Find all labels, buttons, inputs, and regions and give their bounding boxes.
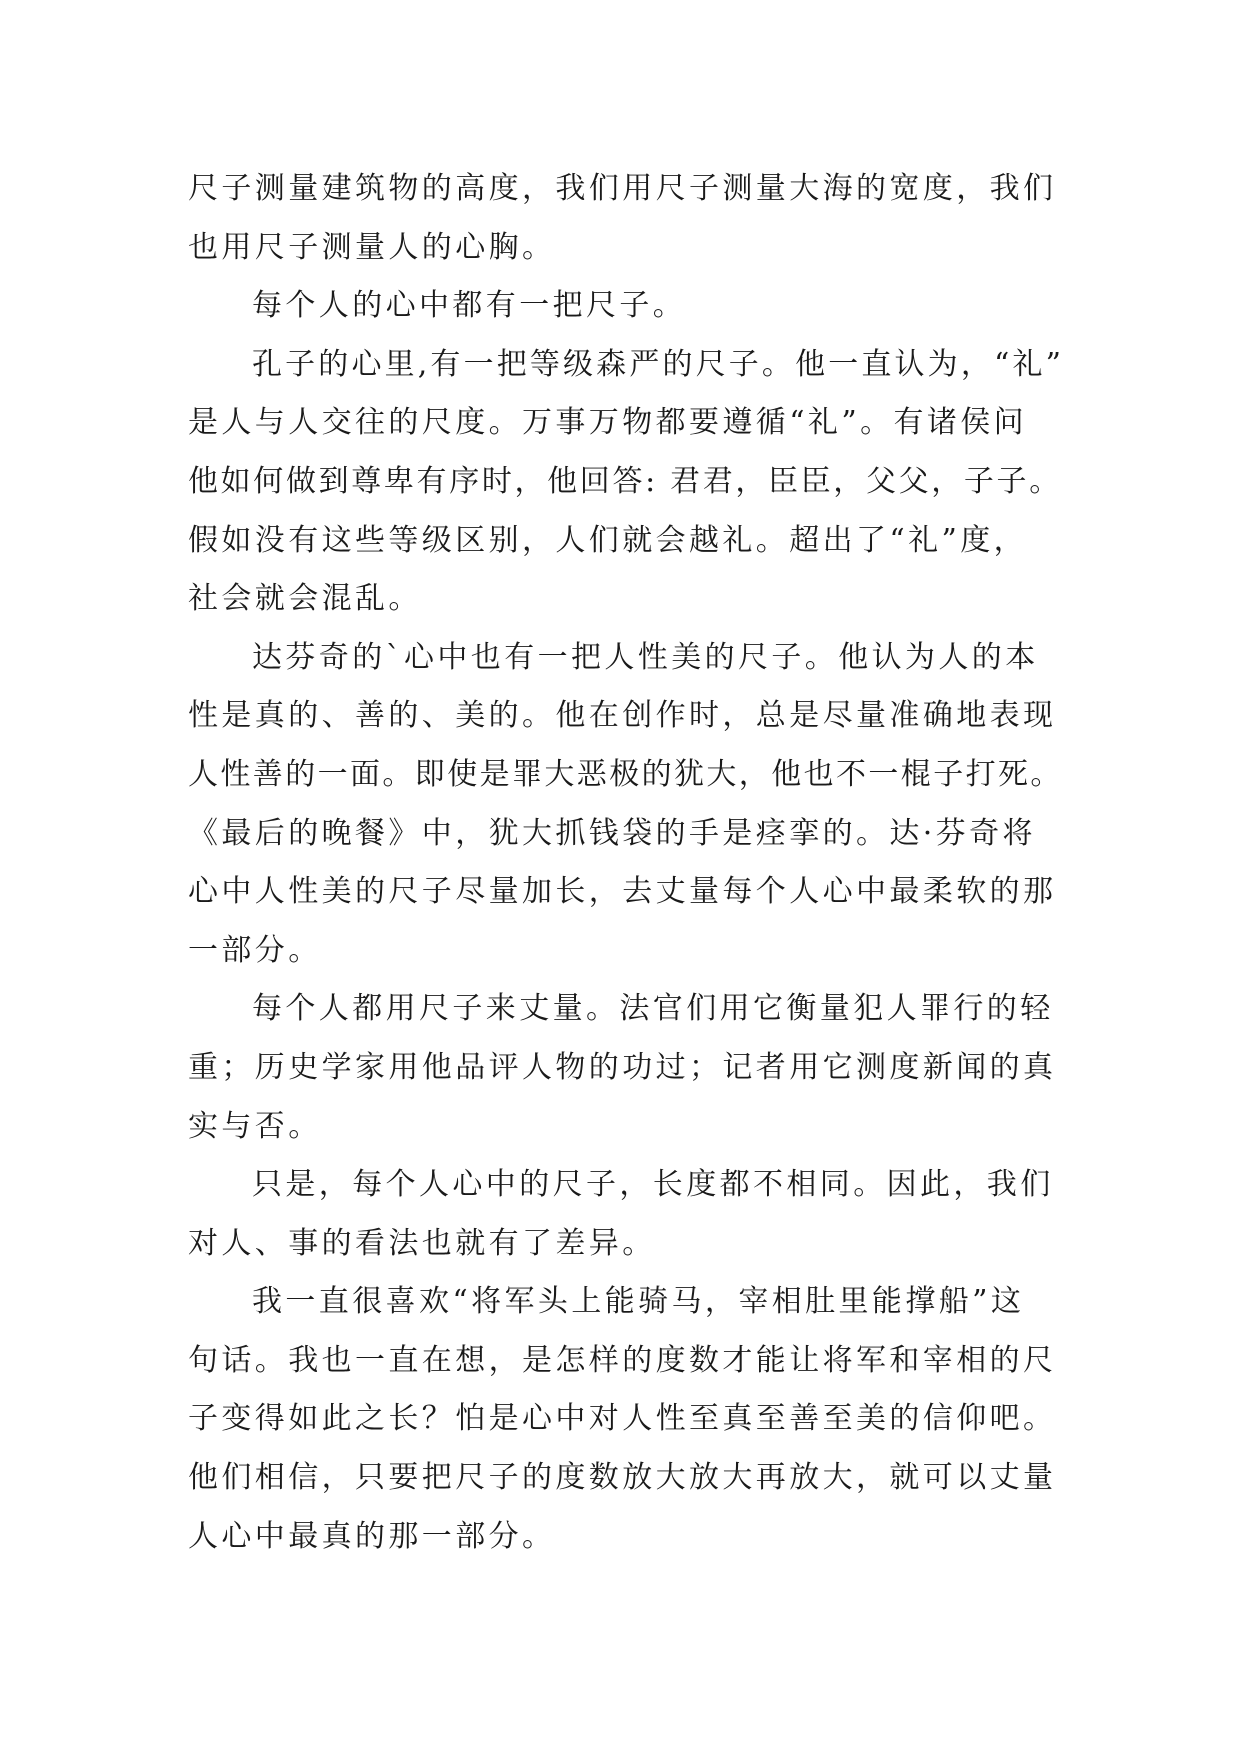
text-line: 《最后的晚餐》中，犹大抓钱袋的手是痉挛的。达·芬奇将 xyxy=(188,815,1036,851)
text-line: 对人、事的看法也就有了差异。 xyxy=(188,1225,656,1261)
text-line: 假如没有这些等级区别，人们就会越礼。超出了“礼”度， xyxy=(188,522,1028,558)
text-line: 人心中最真的那一部分。 xyxy=(188,1518,556,1554)
text-line: 只是，每个人心中的尺子，长度都不相同。因此，我们 xyxy=(252,1167,1054,1203)
text-line: 句话。我也一直在想，是怎样的度数才能让将军和宰相的尺 xyxy=(188,1342,1057,1378)
text-line: 尺子测量建筑物的高度，我们用尺子测量大海的宽度，我们 xyxy=(188,171,1057,206)
text-line: 社会就会混乱。 xyxy=(188,581,422,617)
text-line: 他们相信，只要把尺子的度数放大放大再放大，就可以丈量 xyxy=(188,1460,1057,1496)
text-line: 子变得如此之长？怕是心中对人性至真至善至美的信仰吧。 xyxy=(188,1401,1057,1437)
text-line: 是人与人交往的尺度。万事万物都要遵循“礼”。有诸侯问 xyxy=(188,405,1028,441)
text-line: 我一直很喜欢“将军头上能骑马，宰相肚里能撑船”这 xyxy=(252,1284,1025,1320)
text-line: 孔子的心里,有一把等级森严的尺子。他一直认为，“礼” xyxy=(252,346,1065,382)
text-line: 重；历史学家用他品评人物的功过；记者用它测度新闻的真 xyxy=(188,1049,1057,1085)
essay-body xyxy=(188,160,1068,1566)
text-line: 心中人性美的尺子尽量加长，去丈量每个人心中最柔软的那 xyxy=(188,874,1057,910)
text-line: 人性善的一面。即使是罪大恶极的犹大，他也不一棍子打死。 xyxy=(188,756,1063,792)
text-line: 性是真的、善的、美的。他在创作时，总是尽量准确地表现 xyxy=(188,698,1057,734)
text-line: 每个人都用尺子来丈量。法官们用它衡量犯人罪行的轻 xyxy=(252,991,1054,1027)
text-line: 实与否。 xyxy=(188,1108,322,1144)
text-line: 一部分。 xyxy=(188,932,322,968)
text-line: 每个人的心中都有一把尺子。 xyxy=(252,288,687,324)
text-line: 也用尺子测量人的心胸。 xyxy=(188,229,556,265)
text-line: 达芬奇的`心中也有一把人性美的尺子。他认为人的本 xyxy=(252,639,1039,675)
text-line: 他如何做到尊卑有序时，他回答: 君君，臣臣，父父，子子。 xyxy=(188,463,1062,499)
